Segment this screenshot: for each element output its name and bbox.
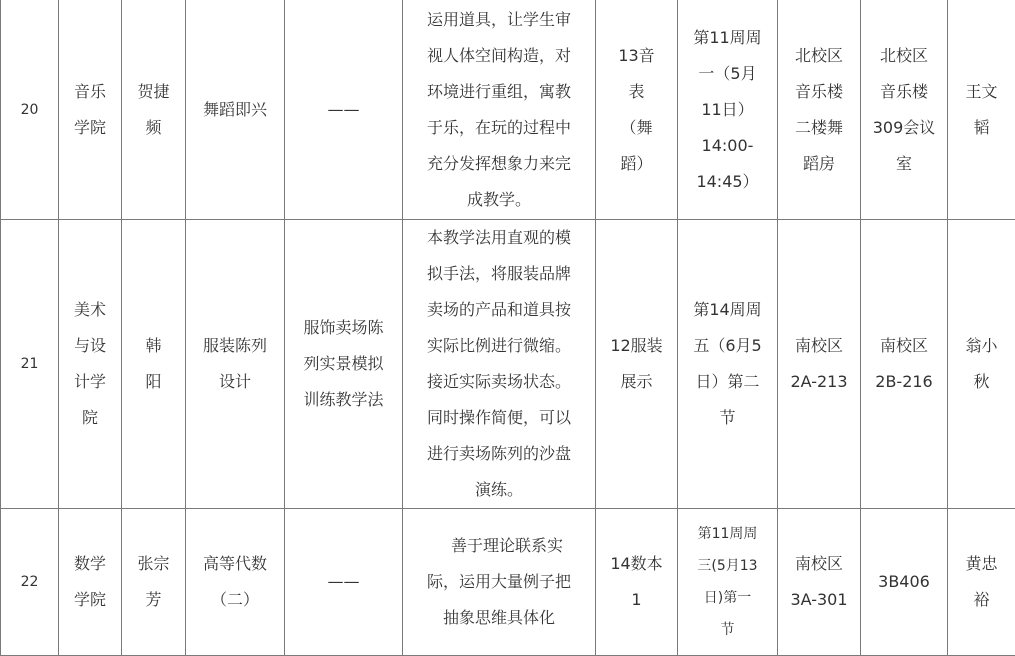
table-row [1,509,1015,656]
description-cell: 运用道具，让学生审 视人体空间构造，对 环境进行重组，寓教 于乐，在玩的过程中 充分发挥想象力来完 成教学。 [403,0,596,220]
class-cell: 13音 表 （舞 蹈） [596,0,678,220]
class-cell: 14数本 1 [596,509,678,656]
college-cell: 美术 与设 计学 院 [59,220,122,509]
contact-cell: 黄忠 裕 [948,509,1015,656]
college-cell: 数学 学院 [59,509,122,656]
contact-cell: 王文 韬 [948,0,1015,220]
class-cell: 12服装 展示 [596,220,678,509]
course-cell: 舞蹈即兴 [186,0,285,220]
time-cell: 第11周周 三(5月13 日)第一 节 [678,509,778,656]
row-number: 20 [1,0,59,220]
place-cell: 北校区 音乐楼 二楼舞 蹈房 [778,0,861,220]
place-cell: 南校区 2A-213 [778,220,861,509]
eval-place-cell: 南校区 2B-216 [861,220,948,509]
table-body [1,0,1015,656]
contact-cell: 翁小 秋 [948,220,1015,509]
college-cell: 音乐 学院 [59,0,122,220]
eval-place-cell: 3B406 [861,509,948,656]
table-row [1,0,1015,220]
method-cell: —— [285,509,403,656]
teacher-cell: 贺捷 频 [122,0,186,220]
method-cell: —— [285,0,403,220]
row-number: 22 [1,509,59,656]
place-cell: 南校区 3A-301 [778,509,861,656]
time-cell: 第14周周 五（6月5 日）第二 节 [678,220,778,509]
description-cell: 本教学法用直观的模 拟手法，将服装品牌 卖场的产品和道具按 实际比例进行微缩。 接近实际卖场状态。 同时操作简便，可以 进行卖场陈列的沙盘 演练。 [403,220,596,509]
course-cell: 高等代数 （二） [186,509,285,656]
time-cell: 第11周周 一（5月 11日） 14:00- 14:45） [678,0,778,220]
table-row [1,220,1015,509]
description-cell: 善于理论联系实 际，运用大量例子把 抽象思维具体化 [403,509,596,656]
teacher-cell: 张宗 芳 [122,509,186,656]
course-cell: 服装陈列 设计 [186,220,285,509]
teacher-cell: 韩 阳 [122,220,186,509]
eval-place-cell: 北校区 音乐楼 309会议 室 [861,0,948,220]
method-cell: 服饰卖场陈 列实景模拟 训练教学法 [285,220,403,509]
row-number: 21 [1,220,59,509]
